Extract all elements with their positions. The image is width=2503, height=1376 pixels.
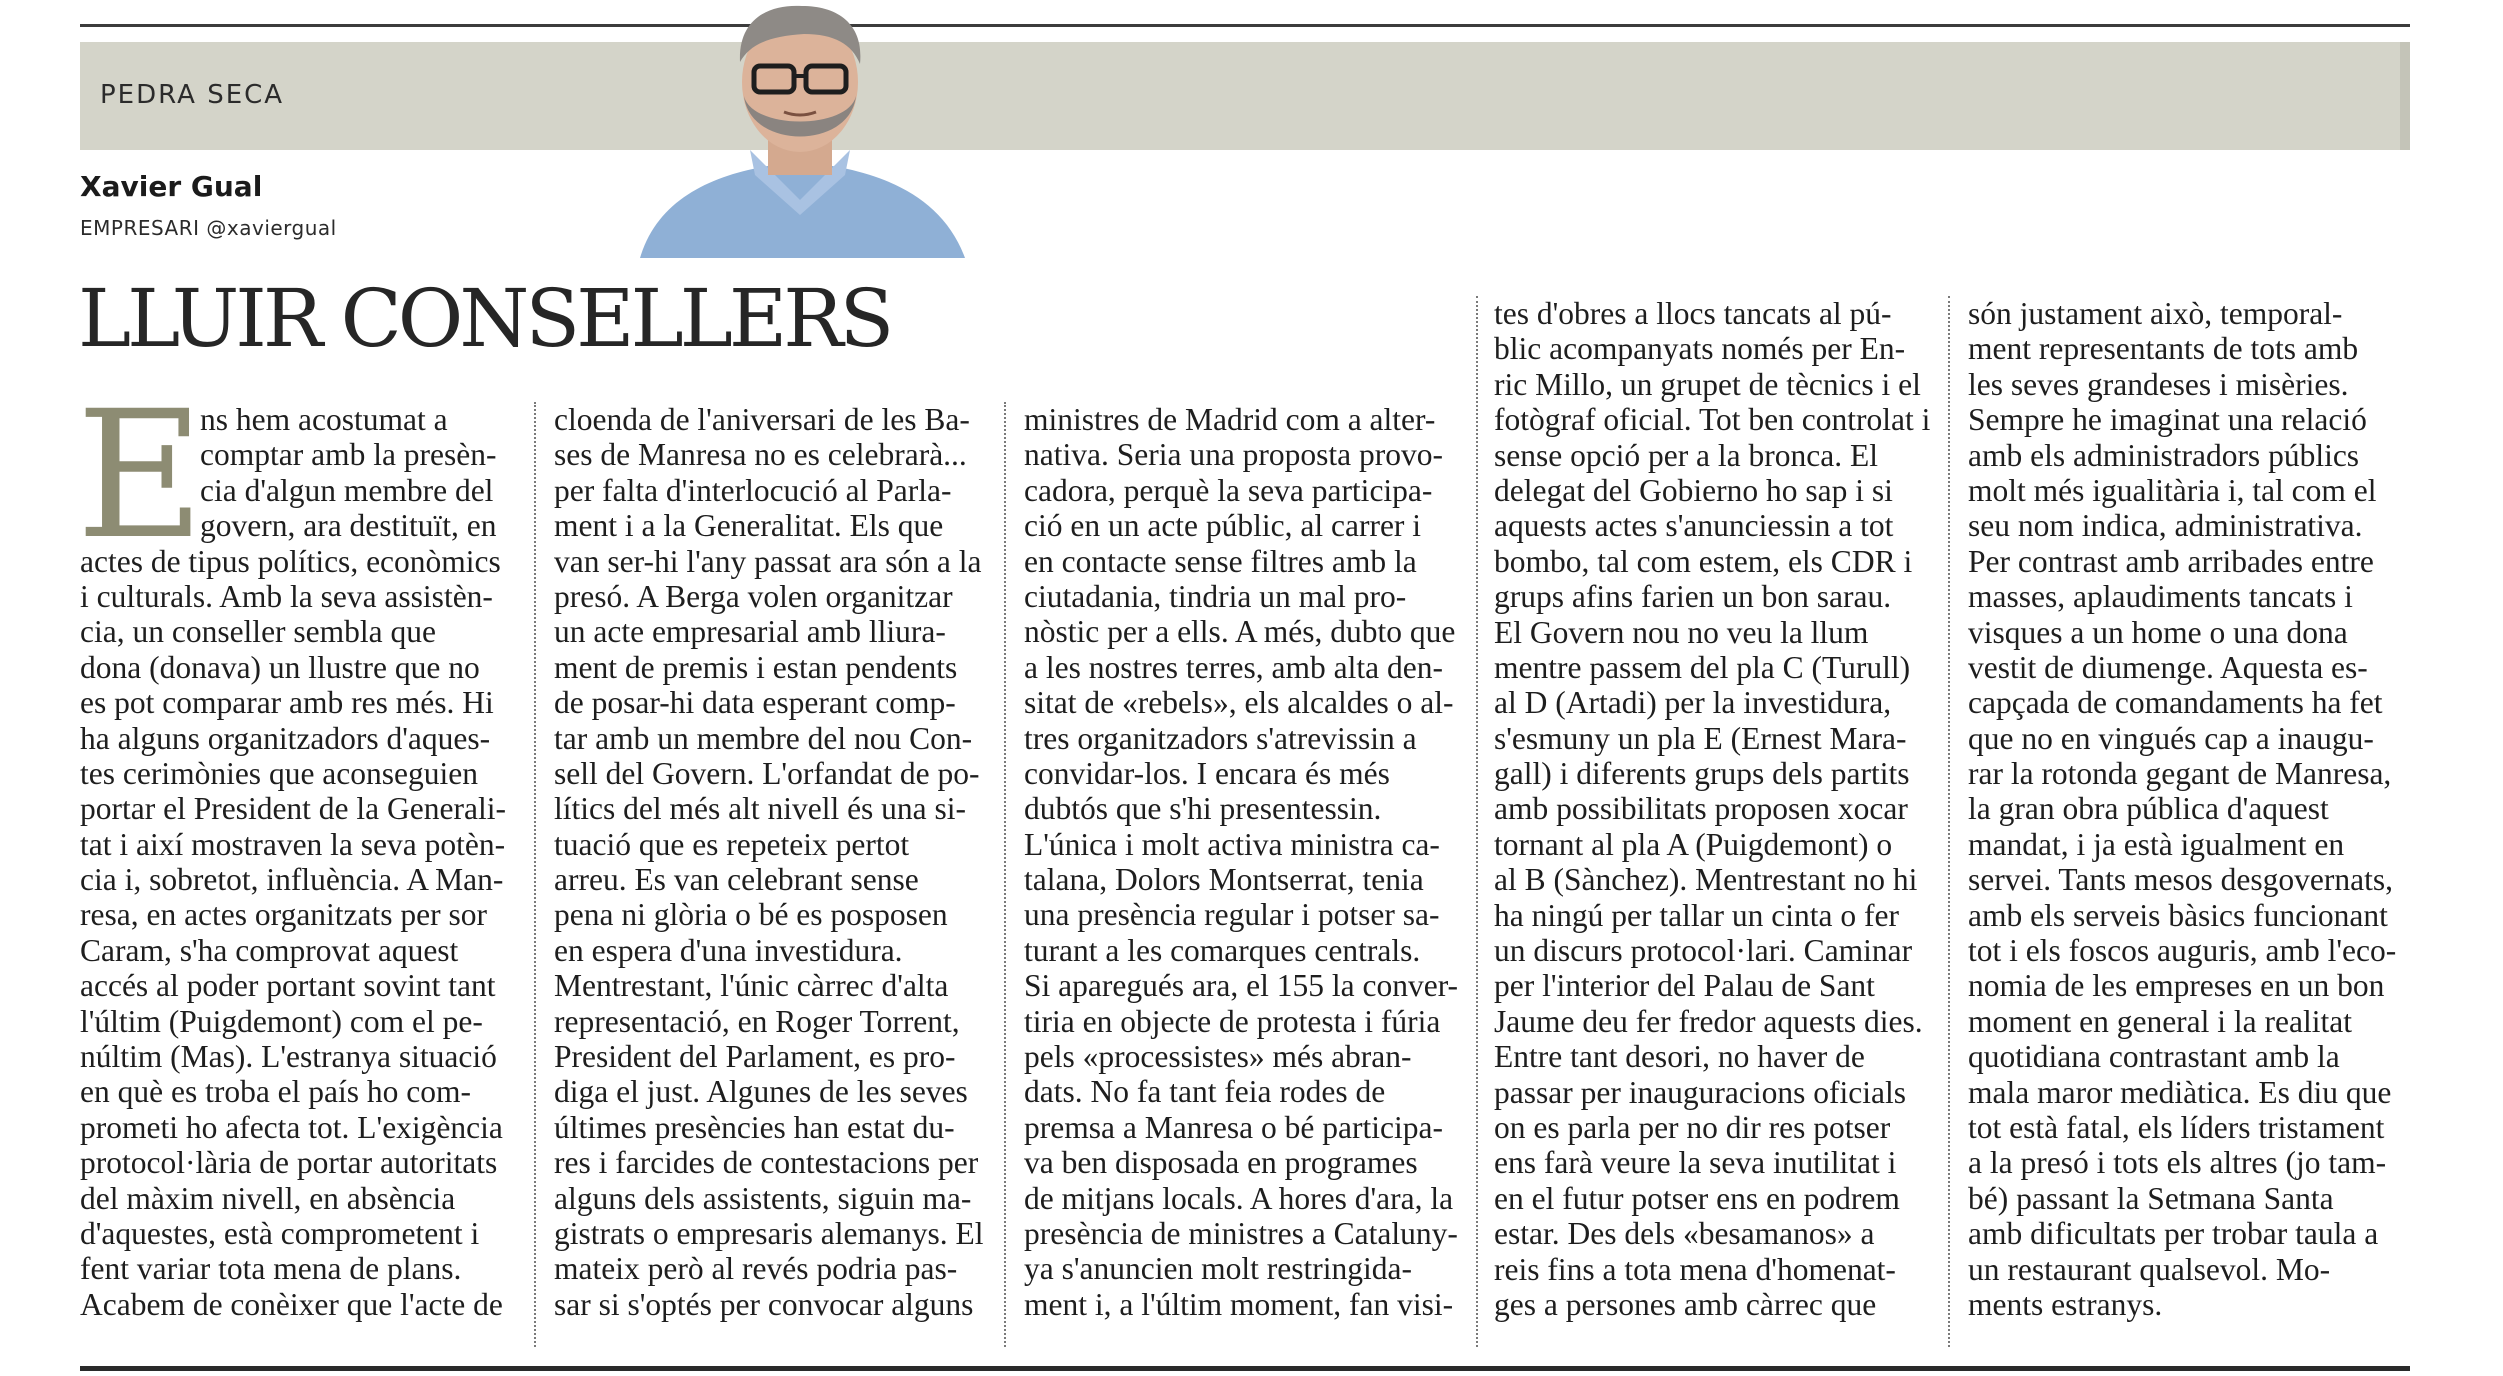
text-line: ment representants de tots amb	[1968, 331, 2359, 367]
text-line: cadora, perquè la seva participa-	[1024, 472, 1433, 508]
text-line: en el futur potser ens en podrem	[1494, 1180, 1900, 1216]
text-line: bé) passant la Setmana Santa	[1968, 1180, 2334, 1216]
text-line: últimes presències han estat du-	[554, 1109, 955, 1145]
text-line: on es parla per no dir res potser	[1494, 1109, 1891, 1145]
article-column-1	[80, 402, 520, 1322]
text-line: de posar-hi data esperant comp-	[554, 685, 956, 721]
text-line: tat i així mostraven la seva potèn-	[80, 826, 506, 862]
drop-cap: E	[76, 373, 205, 578]
text-line: dats. No fa tant feia rodes de	[1024, 1074, 1386, 1110]
text-line: són justament això, temporal-	[1968, 296, 2343, 331]
author-meta: EMPRESARI @xaviergual	[80, 216, 337, 240]
text-line: en contacte sense filtres amb la	[1024, 543, 1417, 579]
text-line: d'aquestes, està comprometent i	[80, 1215, 480, 1251]
text-line: reis fins a tota mena d'homenat-	[1494, 1251, 1896, 1287]
text-line: en què es troba el país ho com-	[80, 1074, 471, 1110]
text-line: dubtós que s'hi presentessin.	[1024, 791, 1382, 827]
text-line: que no en vingués cap a inaugu-	[1968, 720, 2374, 756]
column-divider	[534, 402, 536, 1347]
text-line: ment i, a l'últim moment, fan visi-	[1024, 1286, 1454, 1322]
text-line: turant a les comarques centrals.	[1024, 932, 1421, 968]
text-line: tot i els foscos auguris, amb l'eco-	[1968, 933, 2397, 969]
text-line: un discurs protocol·lari. Caminar	[1494, 933, 1913, 969]
text-line: alguns dels assistents, siguin ma-	[554, 1180, 972, 1216]
text-line: President del Parlament, es pro-	[554, 1039, 956, 1075]
text-line: representació, en Roger Torrent,	[554, 1003, 960, 1039]
article-title: LLUIR CONSELLERS	[78, 272, 891, 365]
text-line: moment en general i la realitat	[1968, 1003, 2352, 1039]
text-line: tes d'obres a llocs tancats al pú-	[1494, 296, 1892, 331]
text-line: tres organitzadors s'atrevissin a	[1024, 720, 1417, 756]
text-line: sell del Govern. L'orfandat de po-	[554, 755, 980, 791]
text-line: molt més igualitària i, tal com el	[1968, 472, 2377, 508]
text-line: sar si s'optés per convocar alguns	[554, 1286, 974, 1322]
text-line: El Govern nou no veu la llum	[1494, 614, 1869, 650]
text-line: tiria en objecte de protesta i fúria	[1024, 1003, 1441, 1039]
text-line: lítics del més alt nivell és una si-	[554, 791, 967, 827]
text-line: mateix però al revés podria pas-	[554, 1251, 958, 1287]
text-line: seu nom indica, administrativa.	[1968, 508, 2363, 544]
column-divider	[1476, 296, 1478, 1347]
author-photo	[620, 0, 980, 258]
section-label: PEDRA SECA	[100, 80, 285, 110]
text-line: mentre passem del pla C (Turull)	[1494, 649, 1911, 685]
text-line: ses de Manresa no es celebrarà...	[554, 437, 967, 473]
text-line: comptar amb la presèn-	[200, 437, 497, 473]
text-line: pena ni glòria o bé es posposen	[554, 897, 948, 933]
text-line: accés al poder portant sovint tant	[80, 968, 496, 1004]
text-line: es pot comparar amb res més. Hi	[80, 685, 494, 721]
text-line: mala maror mediàtica. Es diu que	[1968, 1074, 2392, 1110]
text-line: tes cerimònies que aconseguien	[80, 755, 478, 791]
text-line: Si aparegués ara, el 155 la conver-	[1024, 968, 1459, 1004]
text-line: un acte empresarial amb lliura-	[554, 614, 946, 650]
text-line: diga el just. Algunes de les seves	[554, 1074, 968, 1110]
column-divider	[1004, 402, 1006, 1347]
text-line: Entre tant desori, no haver de	[1494, 1039, 1865, 1075]
text-line: passar per inauguracions oficials	[1494, 1074, 1906, 1110]
text-line: núltim (Mas). L'estranya situació	[80, 1039, 497, 1075]
text-line: per falta d'interlocució al Parla-	[554, 472, 952, 508]
text-line: presència de ministres a Cataluny-	[1024, 1215, 1458, 1251]
text-line: van ser-hi l'any passat ara són a la	[554, 543, 982, 579]
column-divider	[1948, 296, 1950, 1347]
text-line: servei. Tants mesos desgovernats,	[1968, 862, 2394, 898]
text-line: tornant al pla A (Puigdemont) o	[1494, 826, 1893, 862]
text-line: al D (Artadi) per la investidura,	[1494, 685, 1892, 721]
text-line: tot està fatal, els líders tristament	[1968, 1109, 2385, 1145]
author-name: Xavier Gual	[80, 170, 263, 203]
text-line: presó. A Berga volen organitzar	[554, 578, 953, 614]
text-line: grups afins farien un bon sarau.	[1494, 579, 1892, 615]
text-line: Jaume deu fer fredor aquests dies.	[1494, 1003, 1923, 1039]
text-line: Sempre he imaginat una relació	[1968, 402, 2367, 438]
text-line: estar. Des dels «besamanos» a	[1494, 1216, 1875, 1252]
text-line: ric Millo, un grupet de tècnics i el	[1494, 366, 1921, 402]
text-line: mandat, i ja està igualment en	[1968, 826, 2345, 862]
text-line: tar amb un membre del nou Con-	[554, 720, 973, 756]
text-line: portar el President de la Generali-	[80, 791, 506, 827]
text-line: nomia de les empreses en un bon	[1968, 968, 2385, 1004]
text-line: fent variar tota mena de plans.	[80, 1251, 462, 1287]
text-line: a les nostres terres, amb alta den-	[1024, 649, 1443, 685]
text-line: rar la rotonda gegant de Manresa,	[1968, 756, 2392, 792]
text-line: ment de premis i estan pendents	[554, 649, 958, 685]
text-line: i culturals. Amb la seva assistèn-	[80, 578, 493, 614]
text-line: ment i a la Generalitat. Els que	[554, 508, 944, 544]
text-line: les seves grandeses i misèries.	[1968, 366, 2349, 402]
text-line: cia d'algun membre del	[200, 472, 494, 508]
text-line: Caram, s'ha comprovat aquest	[80, 932, 459, 968]
text-line: s'esmuny un pla E (Ernest Mara-	[1494, 720, 1907, 756]
text-line: per l'interior del Palau de Sant	[1494, 968, 1875, 1004]
text-line: de mitjans locals. A hores d'ara, la	[1024, 1180, 1454, 1216]
text-line: cia i, sobretot, influència. A Man-	[80, 862, 504, 898]
text-line: premsa a Manresa o bé participa-	[1024, 1109, 1443, 1145]
header-band-edge	[2400, 42, 2410, 150]
text-line: res i farcides de contestacions per	[554, 1145, 979, 1181]
text-line: capçada de comandaments ha fet	[1968, 685, 2383, 721]
text-line: L'única i molt activa ministra ca-	[1024, 826, 1440, 862]
text-line: amb els serveis bàsics funcionant	[1968, 897, 2388, 933]
text-line: amb dificultats per trobar taula a	[1968, 1216, 2379, 1252]
text-line: tuació que es repeteix pertot	[554, 826, 910, 862]
text-line: Acabem de conèixer que l'acte de	[80, 1286, 503, 1322]
header-band	[80, 42, 2410, 150]
text-line: sitat de «rebels», els alcaldes o al-	[1024, 685, 1454, 721]
text-line: la gran obra pública d'aquest	[1968, 791, 2329, 827]
text-line: gall) i diferents grups dels partits	[1494, 756, 1910, 792]
text-line: Mentrestant, l'únic càrrec d'alta	[554, 968, 949, 1004]
article-column-4	[1494, 296, 1934, 1322]
text-line: ns hem acostumat a	[200, 402, 448, 437]
bottom-rule	[80, 1366, 2410, 1371]
text-line: ens farà veure la seva inutilitat i	[1494, 1145, 1897, 1181]
text-line: cia, un conseller sembla que	[80, 614, 436, 650]
text-line: en espera d'una investidura.	[554, 932, 903, 968]
text-line: una presència regular i potser sa-	[1024, 897, 1440, 933]
text-line: talana, Dolors Montserrat, tenia	[1024, 862, 1424, 898]
text-line: ments estranys.	[1968, 1286, 2163, 1322]
text-line: govern, ara destituït, en	[200, 508, 497, 544]
article-column-5	[1968, 296, 2408, 1322]
text-line: amb els administradors públics	[1968, 437, 2360, 473]
text-line: delegat del Gobierno ho sap i si	[1494, 472, 1893, 508]
text-line: arreu. Es van celebrant sense	[554, 862, 919, 898]
top-rule	[80, 24, 2410, 27]
text-line: cloenda de l'aniversari de les Ba-	[554, 402, 970, 437]
text-line: un restaurant qualsevol. Mo-	[1968, 1251, 2331, 1287]
article-column-2	[554, 402, 994, 1322]
text-line: fotògraf oficial. Tot ben controlat i	[1494, 402, 1931, 438]
text-line: pels «processistes» més abran-	[1024, 1039, 1412, 1075]
text-line: ha alguns organitzadors d'aques-	[80, 720, 491, 756]
text-line: blic acompanyats només per En-	[1494, 331, 1906, 367]
text-line: va ben disposada en programes	[1024, 1145, 1418, 1181]
text-line: ciutadania, tindria un mal pro-	[1024, 578, 1407, 614]
text-line: bombo, tal com estem, els CDR i	[1494, 543, 1913, 579]
text-line: vestit de diumenge. Aquesta es-	[1968, 649, 2368, 685]
text-line: ha ningú per tallar un cinta o fer	[1494, 897, 1899, 933]
text-line: nativa. Seria una proposta provo-	[1024, 437, 1444, 473]
text-line: sense opció per a la bronca. El	[1494, 437, 1878, 473]
text-line: del màxim nivell, en absència	[80, 1180, 456, 1216]
text-line: convidar-los. I encara és més	[1024, 755, 1390, 791]
article-column-3	[1024, 402, 1464, 1322]
text-line: resa, en actes organitzats per sor	[80, 897, 487, 933]
text-line: ges a persones amb càrrec que	[1494, 1286, 1877, 1322]
text-line: al B (Sànchez). Mentrestant no hi	[1494, 862, 1918, 898]
text-line: ministres de Madrid com a alter-	[1024, 402, 1436, 437]
text-line: visques a un home o una dona	[1968, 614, 2348, 650]
text-line: protocol·lària de portar autoritats	[80, 1145, 498, 1181]
text-line: dona (donava) un llustre que no	[80, 649, 480, 685]
text-line: nòstic per a ells. A més, dubto que	[1024, 614, 1456, 650]
text-line: ció en un acte públic, al carrer i	[1024, 508, 1422, 544]
text-line: masses, aplaudiments tancats i	[1968, 579, 2353, 615]
text-line: prometi ho afecta tot. L'exigència	[80, 1109, 503, 1145]
text-line: ya s'anuncien molt restringida-	[1024, 1251, 1412, 1287]
text-line: quotidiana contrastant amb la	[1968, 1039, 2340, 1075]
text-line: aquests actes s'anunciessin a tot	[1494, 508, 1894, 544]
text-line: amb possibilitats proposen xocar	[1494, 791, 1908, 827]
text-line: a la presó i tots els altres (jo tam-	[1968, 1145, 2387, 1181]
text-line: actes de tipus polítics, econòmics	[80, 543, 501, 579]
text-line: gistrats o empresaris alemanys. El	[554, 1215, 984, 1251]
text-line: Per contrast amb arribades entre	[1968, 543, 2374, 579]
text-line: l'últim (Puigdemont) com el pe-	[80, 1003, 483, 1039]
